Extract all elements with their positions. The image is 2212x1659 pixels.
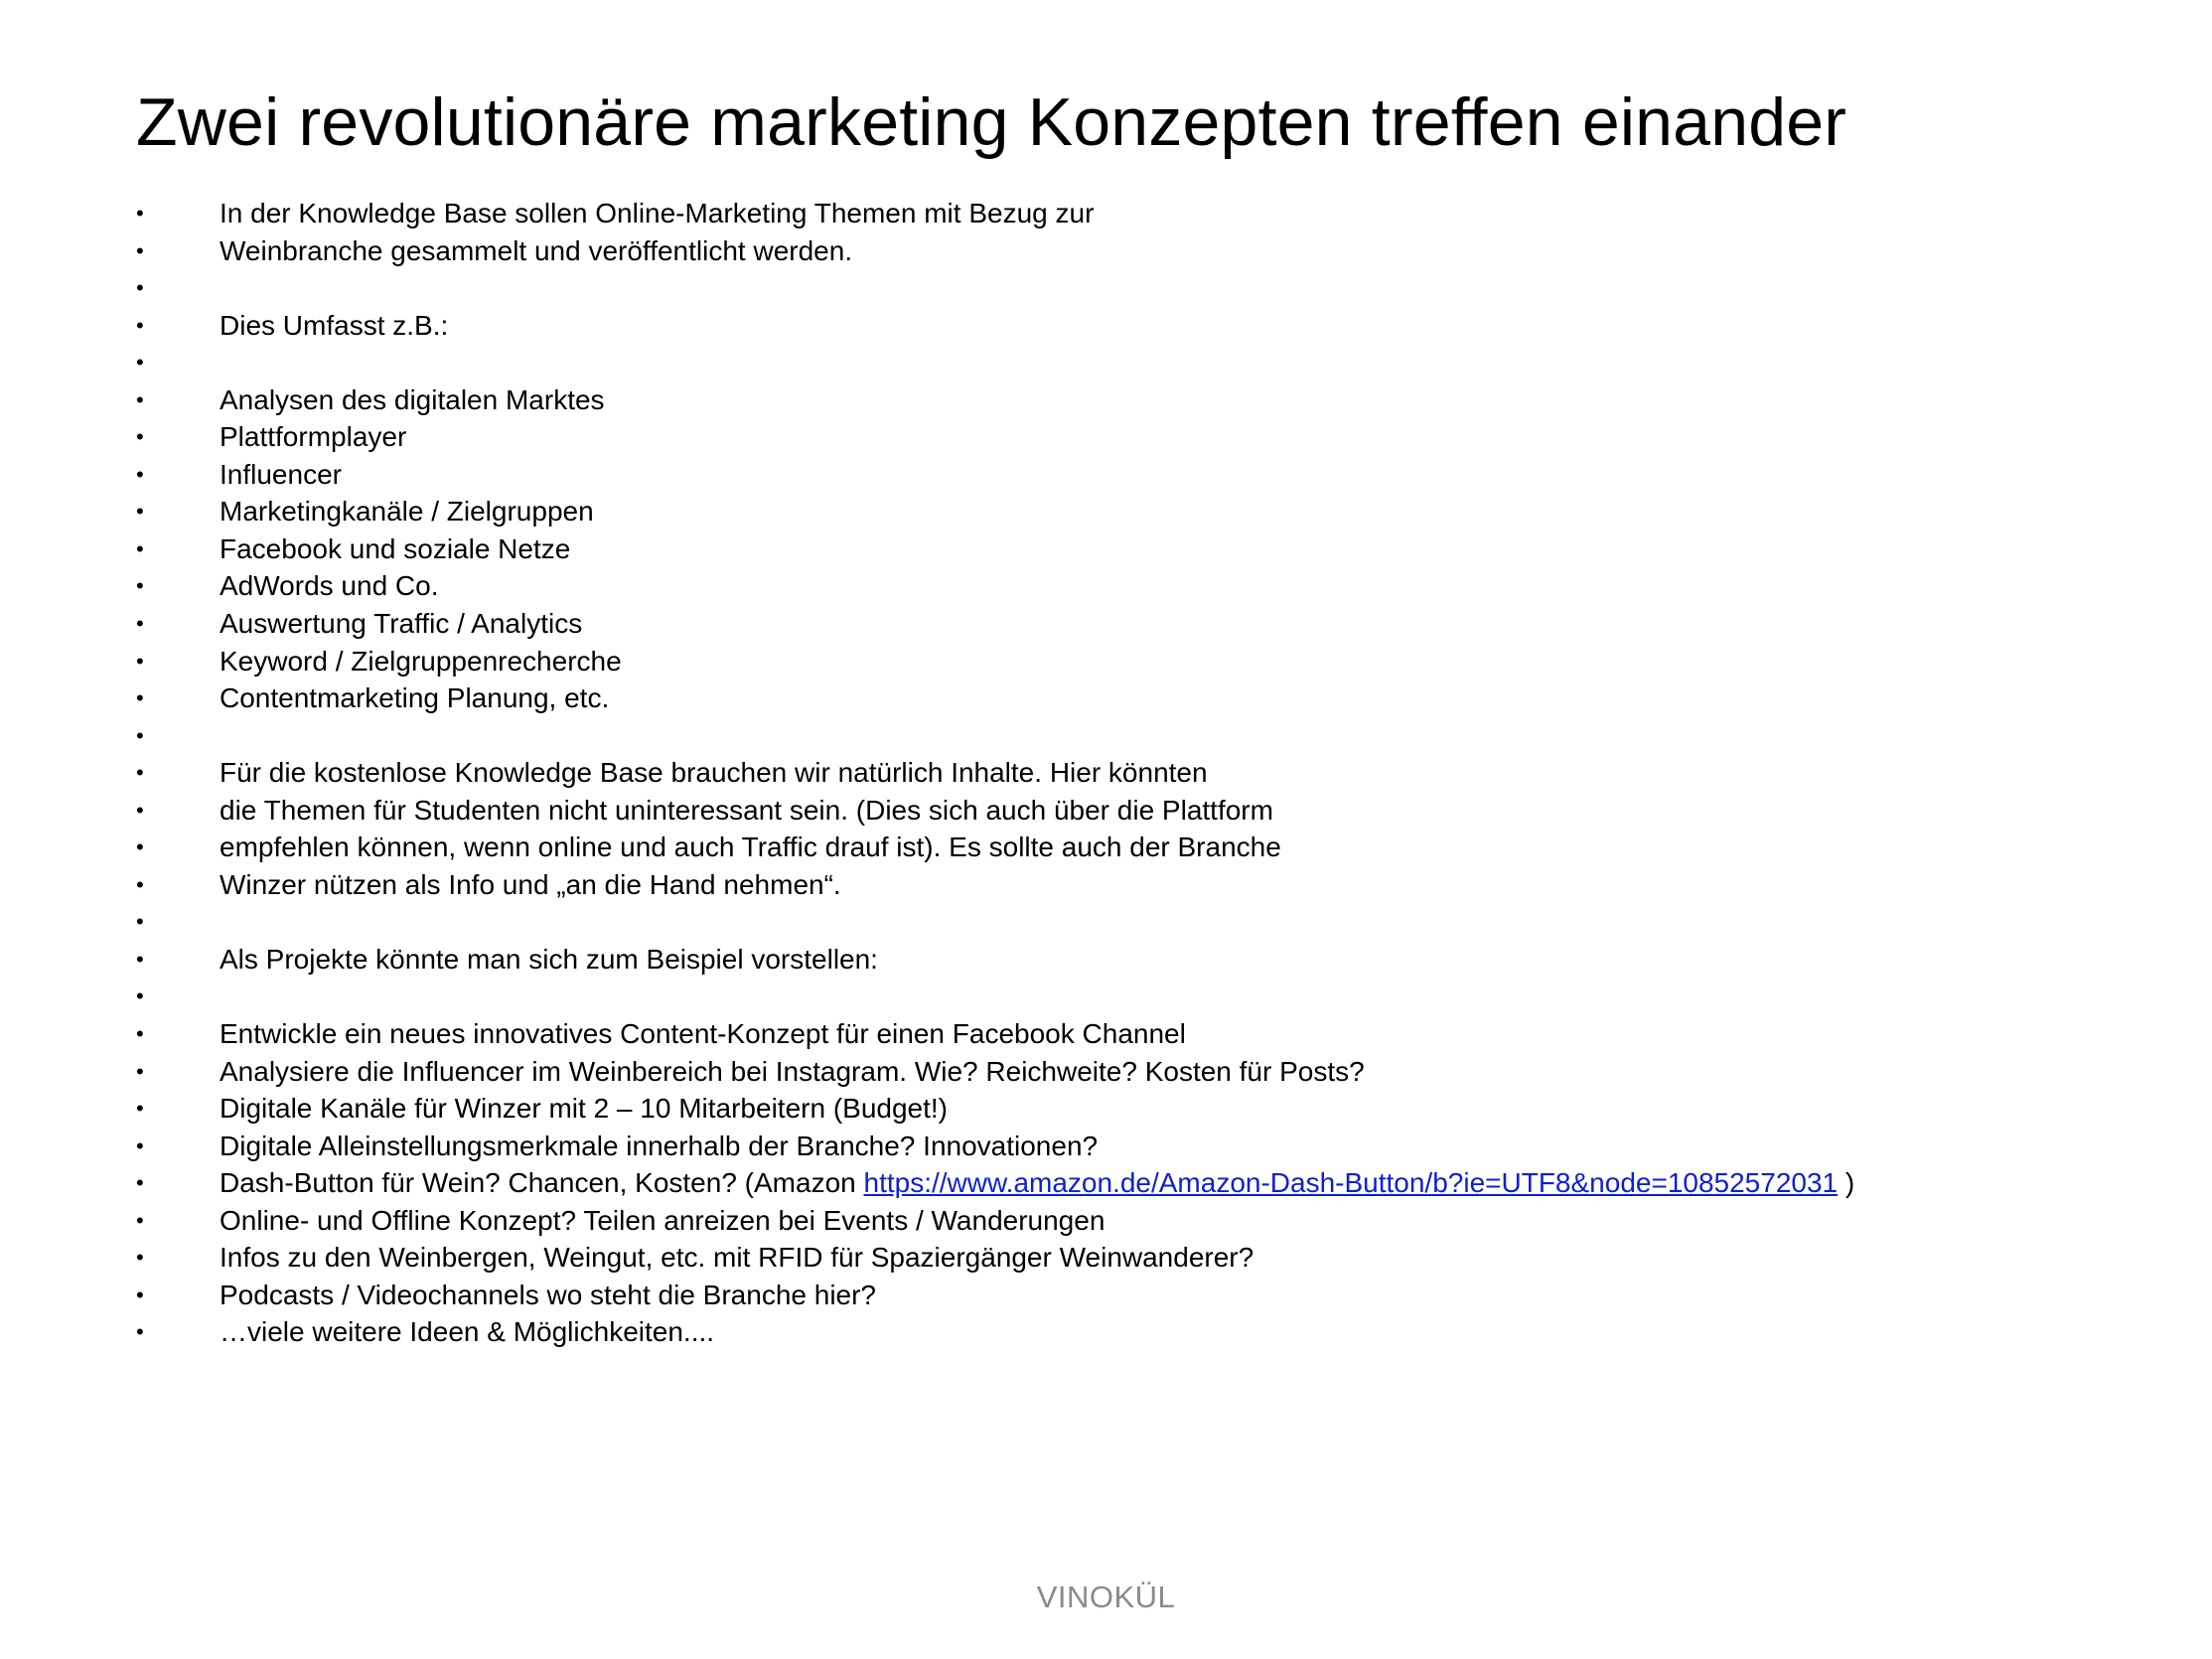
bullet-text: Für die kostenlose Knowledge Base brauchen wir natürlich Inhalte. Hier könnten — [220, 757, 1208, 789]
footer-text: VINOKÜL — [1036, 1580, 1176, 1614]
bullet-item — [136, 1090, 2123, 1128]
bullet-item — [136, 381, 2123, 419]
bullet-text: Online- und Offline Konzept? Teilen anreizen bei Events / Wanderungen — [220, 1204, 1106, 1236]
bullet-list — [136, 195, 2123, 1351]
bullet-item — [136, 1202, 2123, 1240]
bullet-icon: • — [136, 1132, 144, 1158]
bullet-item — [136, 269, 2123, 307]
bullet-text: Influencer — [220, 458, 342, 490]
bullet-item — [136, 941, 2123, 979]
bullet-icon: • — [136, 573, 144, 599]
bullet-text: Digitale Alleinstellungsmerkmale innerhalb der Branche? Innovationen? — [220, 1130, 1099, 1161]
bullet-text: Dies Umfasst z.B.: — [220, 309, 449, 341]
bullet-item — [136, 1015, 2123, 1053]
bullet-text: AdWords und Co. — [220, 570, 439, 602]
bullet-icon: • — [136, 797, 144, 823]
bullet-icon: • — [136, 350, 144, 376]
bullet-item — [136, 1239, 2123, 1277]
bullet-item — [136, 418, 2123, 456]
bullet-text: Plattformplayer — [220, 421, 407, 453]
bullet-icon: • — [136, 1096, 144, 1122]
bullet-item — [136, 530, 2123, 568]
bullet-icon: • — [136, 535, 144, 561]
bullet-item — [136, 643, 2123, 680]
bullet-item — [136, 605, 2123, 643]
bullet-item — [136, 567, 2123, 605]
bullet-icon: • — [136, 834, 144, 860]
bullet-item — [136, 344, 2123, 381]
bullet-icon: • — [136, 1319, 144, 1345]
bullet-icon: • — [136, 685, 144, 711]
bullet-item — [136, 493, 2123, 530]
bullet-icon: • — [136, 1282, 144, 1307]
bullet-item — [136, 717, 2123, 755]
bullet-text: Auswertung Traffic / Analytics — [220, 608, 583, 640]
bullet-text: Facebook und soziale Netze — [220, 532, 571, 564]
bullet-icon: • — [136, 201, 144, 226]
bullet-icon: • — [136, 499, 144, 525]
bullet-icon: • — [136, 312, 144, 338]
bullet-text-suffix: ) — [1838, 1167, 1855, 1199]
bullet-text-prefix: Dash-Button für Wein? Chancen, Kosten? (Amazon — [220, 1167, 864, 1199]
bullet-icon: • — [136, 424, 144, 450]
bullet-icon: • — [136, 760, 144, 786]
bullet-icon: • — [136, 237, 144, 263]
bullet-text: …viele weitere Ideen & Möglichkeiten.... — [220, 1316, 715, 1348]
bullet-item — [136, 456, 2123, 494]
bullet-icon: • — [136, 722, 144, 748]
bullet-item — [136, 195, 2123, 232]
bullet-icon: • — [136, 386, 144, 412]
bullet-text: Analysiere die Influencer im Weinbereich bei Instagram. Wie? Reichweite? Kosten für Posts? — [220, 1055, 1365, 1087]
bullet-icon: • — [136, 946, 144, 972]
bullet-item — [136, 866, 2123, 904]
bullet-text: die Themen für Studenten nicht uninteressant sein. (Dies sich auch über die Plattform — [220, 794, 1273, 826]
bullet-text: In der Knowledge Base sollen Online-Marketing Themen mit Bezug zur — [220, 198, 1095, 228]
bullet-item — [136, 754, 2123, 792]
bullet-text: Digitale Kanäle für Winzer mit 2 – 10 Mitarbeitern (Budget!) — [220, 1093, 948, 1125]
bullet-icon: • — [136, 648, 144, 674]
bullet-icon: • — [136, 983, 144, 1009]
bullet-icon: • — [136, 611, 144, 637]
bullet-icon: • — [136, 1207, 144, 1233]
bullet-text: Entwickle ein neues innovatives Content-Konzept für einen Facebook Channel — [220, 1018, 1186, 1050]
bullet-item — [136, 903, 2123, 941]
bullet-item — [136, 1277, 2123, 1314]
bullet-item — [136, 1313, 2123, 1351]
bullet-text — [220, 1164, 1854, 1202]
bullet-item — [136, 792, 2123, 830]
bullet-text: Weinbranche gesammelt und veröffentlicht werden. — [220, 234, 853, 266]
bullet-icon: • — [136, 1021, 144, 1047]
bullet-text: empfehlen können, wenn online und auch Traffic drauf ist). Es sollte auch der Branche — [220, 831, 1281, 863]
bullet-icon: • — [136, 871, 144, 897]
bullet-icon: • — [136, 1058, 144, 1084]
bullet-icon: • — [136, 909, 144, 935]
bullet-item — [136, 232, 2123, 270]
bullet-text: Winzer nützen als Info und „an die Hand nehmen“. — [220, 868, 841, 900]
bullet-icon: • — [136, 1245, 144, 1271]
bullet-icon: • — [136, 275, 144, 301]
bullet-text: Keyword / Zielgruppenrecherche — [220, 645, 622, 677]
bullet-item — [136, 829, 2123, 866]
bullet-item — [136, 1053, 2123, 1091]
bullet-item — [136, 307, 2123, 345]
bullet-text: Contentmarketing Planung, etc. — [220, 682, 610, 714]
bullet-text: Als Projekte könnte man sich zum Beispiel vorstellen: — [220, 943, 878, 975]
bullet-item — [136, 679, 2123, 717]
bullet-text: Marketingkanäle / Zielgruppen — [220, 496, 594, 528]
bullet-icon: • — [136, 1170, 144, 1196]
bullet-icon: • — [136, 461, 144, 487]
bullet-item — [136, 1128, 2123, 1165]
bullet-item — [136, 978, 2123, 1015]
amazon-dash-link[interactable]: https://www.amazon.de/Amazon-Dash-Button/b?ie=UTF8&node=10852572031 — [863, 1167, 1839, 1199]
bullet-text: Podcasts / Videochannels wo steht die Branche hier? — [220, 1279, 877, 1310]
bullet-text: Infos zu den Weinbergen, Weingut, etc. mit RFID für Spaziergänger Weinwanderer? — [220, 1242, 1254, 1274]
slide-title: Zwei revolutionäre marketing Konzepten treffen einander — [136, 84, 1847, 160]
bullet-text: Analysen des digitalen Marktes — [220, 383, 605, 415]
bullet-item-dash-button — [136, 1164, 2123, 1202]
